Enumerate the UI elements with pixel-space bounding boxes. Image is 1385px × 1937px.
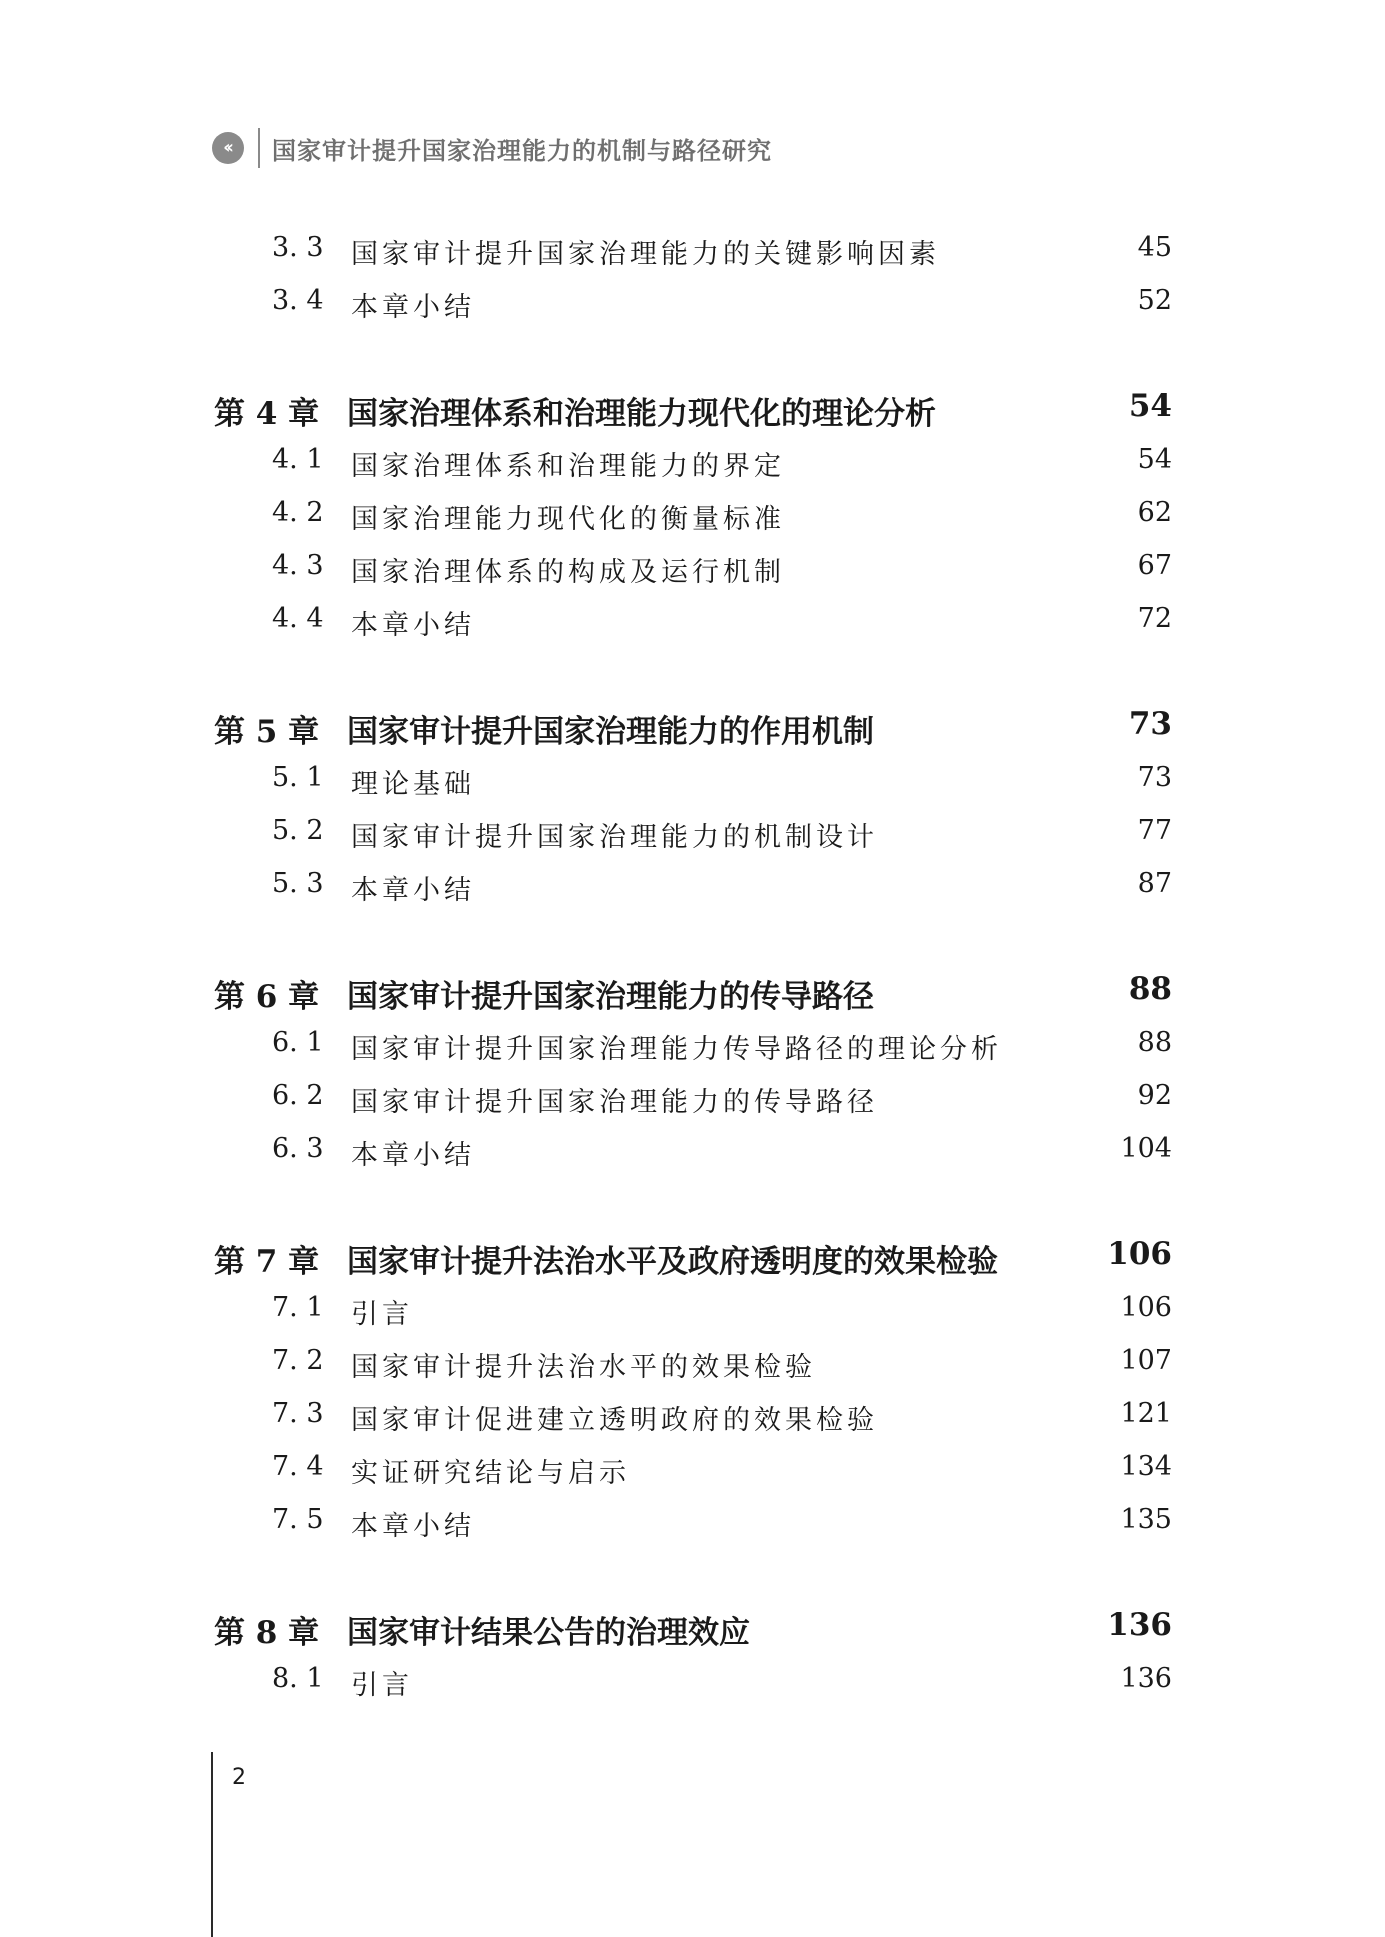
chapter-title: 国家审计提升国家治理能力的传导路径: [347, 979, 874, 1015]
section-title: 国家审计提升国家治理能力的机制设计: [351, 822, 878, 853]
chapter-number: 第 5 章: [214, 714, 320, 750]
page-ref: 72: [1137, 603, 1172, 634]
page-ref: 54: [1128, 388, 1172, 424]
section-number: 7. 3: [272, 1398, 324, 1429]
section-number: 6. 2: [272, 1080, 324, 1111]
section-number: 7. 5: [272, 1504, 324, 1535]
chapter-number: 第 7 章: [214, 1244, 320, 1280]
page-number: 2: [232, 1765, 246, 1790]
section-title: 本章小结: [351, 292, 475, 323]
page-ref: 135: [1120, 1504, 1172, 1535]
chapter-title: 国家审计提升法治水平及政府透明度的效果检验: [347, 1244, 998, 1280]
page-ref: 107: [1120, 1345, 1172, 1376]
page-ref: 92: [1137, 1080, 1172, 1111]
section-number: 4. 4: [272, 603, 324, 634]
section-number: 3. 4: [272, 285, 324, 316]
double-chevron-left-icon: ‹‹: [212, 132, 244, 164]
section-title: 国家治理体系的构成及运行机制: [351, 557, 785, 588]
footer-rule: [211, 1752, 213, 1937]
page-ref: 136: [1120, 1663, 1172, 1694]
chapter-title: 国家治理体系和治理能力现代化的理论分析: [347, 396, 936, 432]
section-title: 国家审计提升国家治理能力传导路径的理论分析: [351, 1034, 1002, 1065]
chapter-number: 第 6 章: [214, 979, 320, 1015]
section-number: 5. 3: [272, 868, 324, 899]
page-ref: 45: [1137, 232, 1172, 263]
section-number: 8. 1: [272, 1663, 324, 1694]
section-title: 国家审计促进建立透明政府的效果检验: [351, 1405, 878, 1436]
section-title: 实证研究结论与启示: [351, 1458, 630, 1489]
page-ref: 73: [1137, 762, 1172, 793]
section-title: 引言: [351, 1299, 413, 1330]
section-number: 5. 1: [272, 762, 324, 793]
section-title: 国家审计提升国家治理能力的关键影响因素: [351, 239, 940, 270]
section-number: 4. 3: [272, 550, 324, 581]
page-ref: 73: [1128, 706, 1172, 742]
page-ref: 67: [1137, 550, 1172, 581]
section-title: 本章小结: [351, 1511, 475, 1542]
section-title: 引言: [351, 1670, 413, 1701]
section-number: 7. 4: [272, 1451, 324, 1482]
section-number: 4. 2: [272, 497, 324, 528]
chapter-number: 第 8 章: [214, 1615, 320, 1651]
page-ref: 87: [1137, 868, 1172, 899]
book-title: 国家审计提升国家治理能力的机制与路径研究: [272, 136, 772, 165]
section-number: 6. 3: [272, 1133, 324, 1164]
page-ref: 62: [1137, 497, 1172, 528]
running-header: [212, 128, 772, 168]
section-number: 4. 1: [272, 444, 324, 475]
header-divider: [258, 128, 260, 168]
section-number: 3. 3: [272, 232, 324, 263]
page-ref: 106: [1120, 1292, 1172, 1323]
section-number: 7. 1: [272, 1292, 324, 1323]
section-number: 7. 2: [272, 1345, 324, 1376]
section-title: 本章小结: [351, 1140, 475, 1171]
page-ref: 77: [1137, 815, 1172, 846]
page-ref: 121: [1120, 1398, 1172, 1429]
section-number: 6. 1: [272, 1027, 324, 1058]
section-title: 国家审计提升法治水平的效果检验: [351, 1352, 816, 1383]
section-title: 国家治理能力现代化的衡量标准: [351, 504, 785, 535]
page-ref: 106: [1107, 1236, 1172, 1272]
section-title: 理论基础: [351, 769, 475, 800]
chapter-title: 国家审计提升国家治理能力的作用机制: [347, 714, 874, 750]
section-title: 本章小结: [351, 610, 475, 641]
chapter-title: 国家审计结果公告的治理效应: [347, 1615, 750, 1651]
section-number: 5. 2: [272, 815, 324, 846]
section-title: 国家治理体系和治理能力的界定: [351, 451, 785, 482]
section-title: 国家审计提升国家治理能力的传导路径: [351, 1087, 878, 1118]
page-ref: 136: [1107, 1607, 1172, 1643]
page-ref: 88: [1137, 1027, 1172, 1058]
section-title: 本章小结: [351, 875, 475, 906]
page-ref: 88: [1128, 971, 1172, 1007]
page-ref: 134: [1120, 1451, 1172, 1482]
page-ref: 52: [1137, 285, 1172, 316]
page-ref: 104: [1120, 1133, 1172, 1164]
chapter-number: 第 4 章: [214, 396, 320, 432]
page-ref: 54: [1137, 444, 1172, 475]
